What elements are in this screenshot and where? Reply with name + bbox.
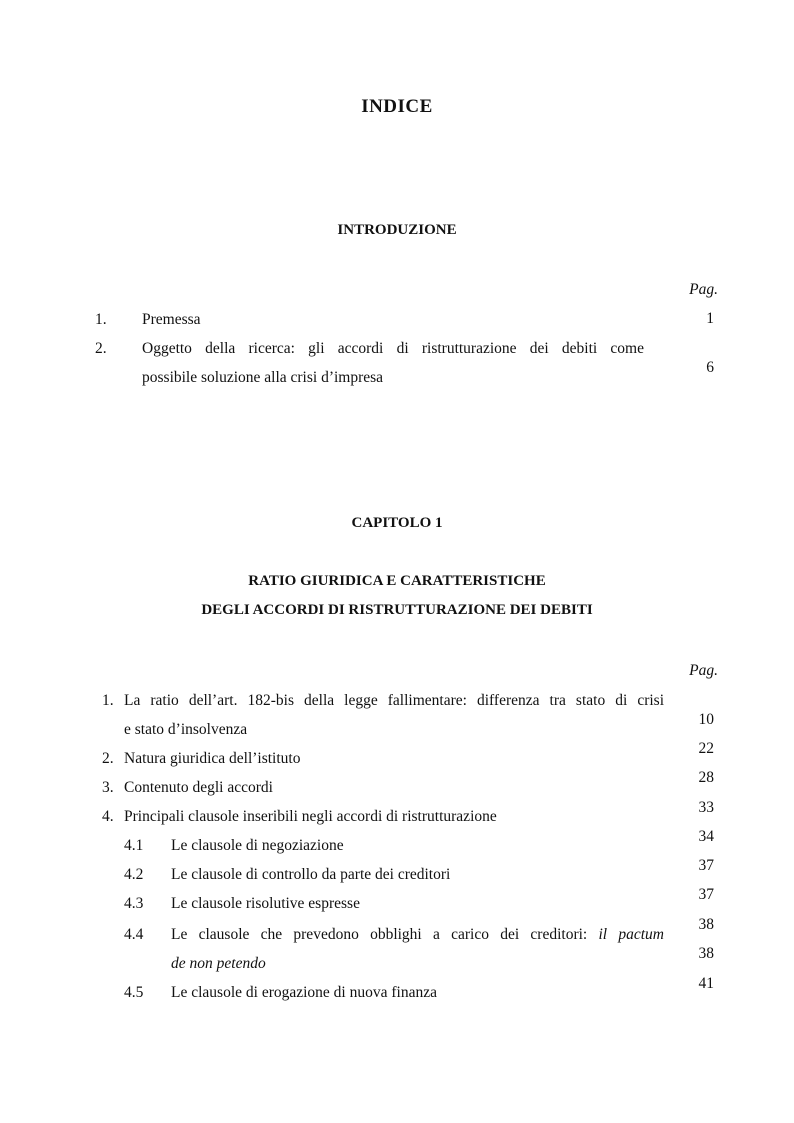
chapter-item-1-number: 1. <box>102 692 114 709</box>
chapter-subitem-4-5-text: Le clausole di erogazione di nuova finanza <box>171 984 437 1001</box>
intro-item-2-page: 6 <box>706 359 714 376</box>
intro-item-1-text: Premessa <box>142 311 201 328</box>
intro-heading: INTRODUZIONE <box>337 222 457 238</box>
chapter-subitem-4-4-text-line1 <box>171 920 664 949</box>
chapter-subitem-4-3-text: Le clausole risolutive espresse <box>171 895 360 912</box>
chapter-item-2-text: Natura giuridica dell’istituto <box>124 750 301 767</box>
chapter-subitem-4-2-number: 4.2 <box>124 866 144 883</box>
chapter-page-number: 28 <box>698 769 714 786</box>
chapter-item-4-text: Principali clausole inseribili negli accordi di ristrutturazione <box>124 808 497 825</box>
chapter-item-1-text-line1: La ratio dell’art. 182-bis della legge fallimentare: differenza tra stato di crisi <box>124 692 664 709</box>
chapter-page-number: 34 <box>698 828 714 845</box>
chapter-item-2-number: 2. <box>102 750 114 767</box>
chapter-page-number: 37 <box>698 886 714 903</box>
intro-pag-label: Pag. <box>689 281 718 298</box>
chapter-subitem-4-1-number: 4.1 <box>124 837 144 854</box>
page-title: INDICE <box>361 96 433 117</box>
chapter-heading: CAPITOLO 1 <box>351 515 443 531</box>
chapter-subitem-4-4-number: 4.4 <box>124 926 144 943</box>
chapter-subitem-4-4-text-line1-roman: Le clausole che prevedono obblighi a carico dei creditori: <box>171 926 599 943</box>
intro-item-1-page: 1 <box>706 310 714 327</box>
chapter-page-number: 22 <box>698 740 714 757</box>
chapter-page-number: 33 <box>698 799 714 816</box>
chapter-page-number: 10 <box>698 711 714 728</box>
chapter-subitem-4-1-text: Le clausole di negoziazione <box>171 837 344 854</box>
chapter-page-number: 37 <box>698 857 714 874</box>
chapter-item-4-number: 4. <box>102 808 114 825</box>
chapter-subitem-4-4-text-line1-italic: il pactum <box>598 926 664 943</box>
chapter-subtitle-line1: RATIO GIURIDICA E CARATTERISTICHE <box>248 573 546 589</box>
chapter-page-number: 38 <box>698 916 714 933</box>
intro-item-2-text-line1: Oggetto della ricerca: gli accordi di ristrutturazione dei debiti come <box>142 340 644 357</box>
chapter-page-number: 41 <box>698 975 714 992</box>
intro-item-2-text-line2: possibile soluzione alla crisi d’impresa <box>142 369 384 386</box>
chapter-page-number: 38 <box>698 945 714 962</box>
chapter-item-3-text: Contenuto degli accordi <box>124 779 273 796</box>
chapter-item-3-number: 3. <box>102 779 114 796</box>
intro-item-2-number: 2. <box>95 340 107 357</box>
intro-item-1-number: 1. <box>95 311 107 328</box>
chapter-subitem-4-4-text-line2 <box>171 949 266 978</box>
chapter-subitem-4-4-text-line2-italic: de non petendo <box>171 955 266 972</box>
chapter-subtitle-line2: DEGLI ACCORDI DI RISTRUTTURAZIONE DEI DEBITI <box>201 602 593 618</box>
chapter-pag-label: Pag. <box>689 662 718 679</box>
chapter-subitem-4-3-number: 4.3 <box>124 895 144 912</box>
chapter-item-1-text-line2: e stato d’insolvenza <box>124 721 248 738</box>
chapter-subitem-4-5-number: 4.5 <box>124 984 144 1001</box>
chapter-subitem-4-2-text: Le clausole di controllo da parte dei creditori <box>171 866 451 883</box>
